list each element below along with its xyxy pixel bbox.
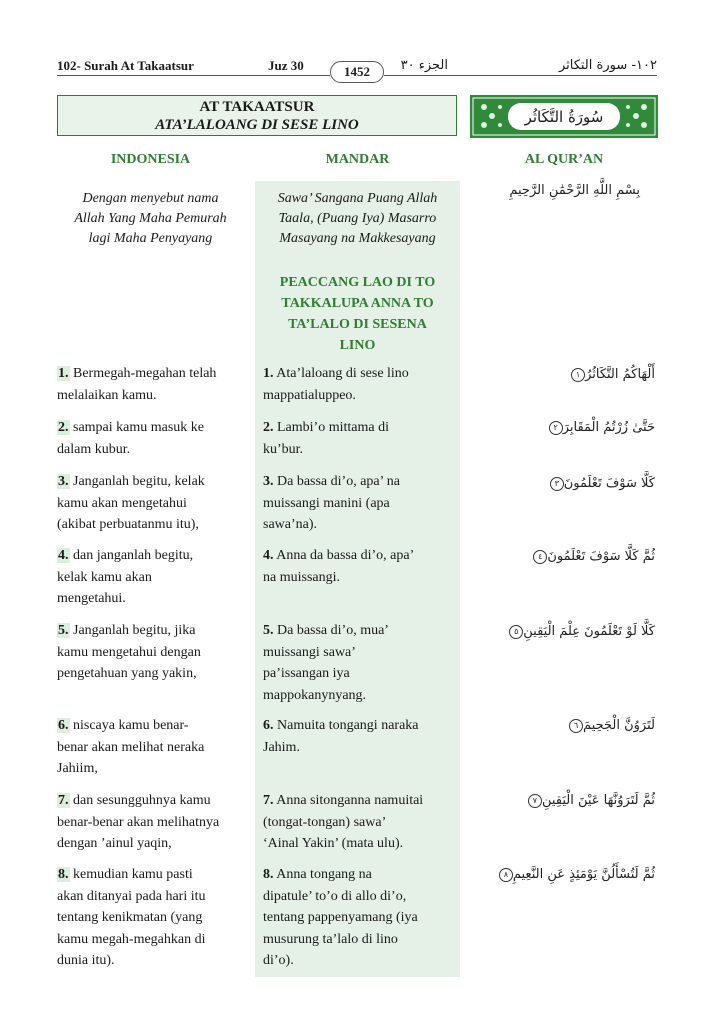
verse-8-arabic: ثُمَّ لَتُسْأَلُنَّ يَوْمَئِذٍ عَنِ النَّعِيمِ٨	[470, 867, 655, 882]
header-rule-left	[57, 75, 330, 76]
verse-2-number-marker: ٢	[549, 421, 563, 435]
surah-title: AT TAKAATSUR	[199, 99, 315, 115]
surah-name-arabic: سُورَةُ التَّكَاثُر	[524, 108, 604, 126]
verse-7-arabic: ثُمَّ لَتَرَوُنَّهَا عَيْنَ الْيَقِينِ٧	[470, 793, 655, 808]
verse-2-arabic: حَتَّىٰ زُرْتُمُ الْمَقَابِرَ٢	[470, 420, 655, 435]
verse-3-arabic: كَلَّا سَوْفَ تَعْلَمُونَ٣	[470, 476, 655, 491]
basmala-arabic: بِسْمِ اللَّهِ الرَّحْمَٰنِ الرَّحِيمِ	[509, 183, 640, 198]
verse-8-mandar: 8. Anna tongang na dipatule’ to’o di allo di’o, tentang pappenyamang (iya musurung ta’lalo di lino di’o).	[263, 867, 418, 968]
verse-6-mandar: 6. Namuita tongangi naraka Jahim.	[263, 718, 419, 755]
verse-1-number-marker: ١	[571, 368, 585, 382]
verse-1-arabic: أَلْهَاكُمُ التَّكَاثُرُ١	[470, 367, 655, 382]
verse-3-mandar: 3. Da bassa di’o, apa’ na muissangi manini (apa sawa’na).	[263, 474, 400, 532]
surah-title-box	[57, 95, 457, 136]
verse-2-indonesia: 2. sampai kamu masuk ke dalam kubur.	[57, 420, 205, 457]
header-surah-title: 102- Surah At Takaatsur	[57, 58, 194, 73]
verse-1-indonesia: 1. Bermegah-megahan telah melalaikan kamu.	[57, 366, 217, 403]
surah-subtitle: ATA’LALOANG DI SESE LINO	[155, 117, 359, 133]
verse-6-number-marker: ٦	[569, 719, 583, 733]
verse-5-arabic: كَلَّا لَوْ تَعْلَمُونَ عِلْمَ الْيَقِينِ٥	[470, 624, 655, 639]
header-rule-right	[384, 75, 657, 76]
header-juz-arabic: الجزء ٣٠	[400, 58, 448, 73]
verse-4-arabic: ثُمَّ كَلَّا سَوْفَ تَعْلَمُونَ٤	[470, 549, 655, 564]
column-heading-indonesia: INDONESIA	[110, 152, 191, 167]
header-surah-arabic: ١٠٢- سورة التكاثر	[558, 58, 657, 73]
verse-7-mandar: 7. Anna sitonganna namuitai (tongat-tongan) sawa’ ‘Ainal Yakin’ (mata ulu).	[263, 793, 424, 851]
header-juz: Juz 30	[268, 58, 304, 73]
verse-7-number-marker: ٧	[528, 794, 542, 808]
verse-8-number-marker: ٨	[499, 868, 513, 882]
basmala-mandar: Sawa’ Sangana Puang Allah Taala, (Puang Iya) Masarro Masayang na Makkesayang	[277, 191, 438, 246]
page-number: 1452	[330, 61, 384, 83]
verse-4-indonesia: 4. dan janganlah begitu, kelak kamu akan mengetahui.	[57, 548, 194, 606]
column-heading-mandar: MANDAR	[325, 152, 390, 167]
verse-2-mandar: 2. Lambi’o mittama di ku’bur.	[263, 420, 389, 457]
verse-3-number-marker: ٣	[550, 477, 564, 491]
basmala-indonesia: Dengan menyebut nama Allah Yang Maha Pemurah lagi Maha Penyayang	[74, 191, 227, 246]
verse-6-indonesia: 6. niscaya kamu benar- benar akan melihat neraka Jahiim,	[57, 718, 205, 776]
verse-3-indonesia: 3. Janganlah begitu, kelak kamu akan mengetahui (akibat perbuatanmu itu),	[57, 474, 205, 532]
verse-5-number-marker: ٥	[509, 625, 523, 639]
verse-6-arabic: لَتَرَوُنَّ الْجَحِيمَ٦	[470, 718, 655, 733]
verse-5-indonesia: 5. Janganlah begitu, jika kamu mengetahui dengan pengetahuan yang yakin,	[57, 623, 201, 681]
verse-5-mandar: 5. Da bassa di’o, mua’ muissangi sawa’ pa’issangan iya mappokanynyang.	[263, 623, 389, 703]
verse-1-mandar: 1. Ata’laloang di sese lino mappatialuppeo.	[263, 366, 409, 403]
verse-4-number-marker: ٤	[533, 550, 547, 564]
column-heading-quran: AL QUR’AN	[524, 152, 604, 167]
surah-ornament-banner	[470, 95, 658, 138]
verse-8-indonesia: 8. kemudian kamu pasti akan ditanyai pada hari itu tentang kenikmatan (yang kamu megah-megahkan di dunia itu).	[57, 867, 206, 968]
mandar-heading: PEACCANG LAO DI TO TAKKALUPA ANNA TO TA’LALO DI SESENA LINO	[279, 275, 436, 353]
verse-4-mandar: 4. Anna da bassa di’o, apa’ na muissangi.	[263, 548, 415, 585]
verse-7-indonesia: 7. dan sesungguhnya kamu benar-benar akan melihatnya dengan ’ainul yaqin,	[57, 793, 220, 851]
